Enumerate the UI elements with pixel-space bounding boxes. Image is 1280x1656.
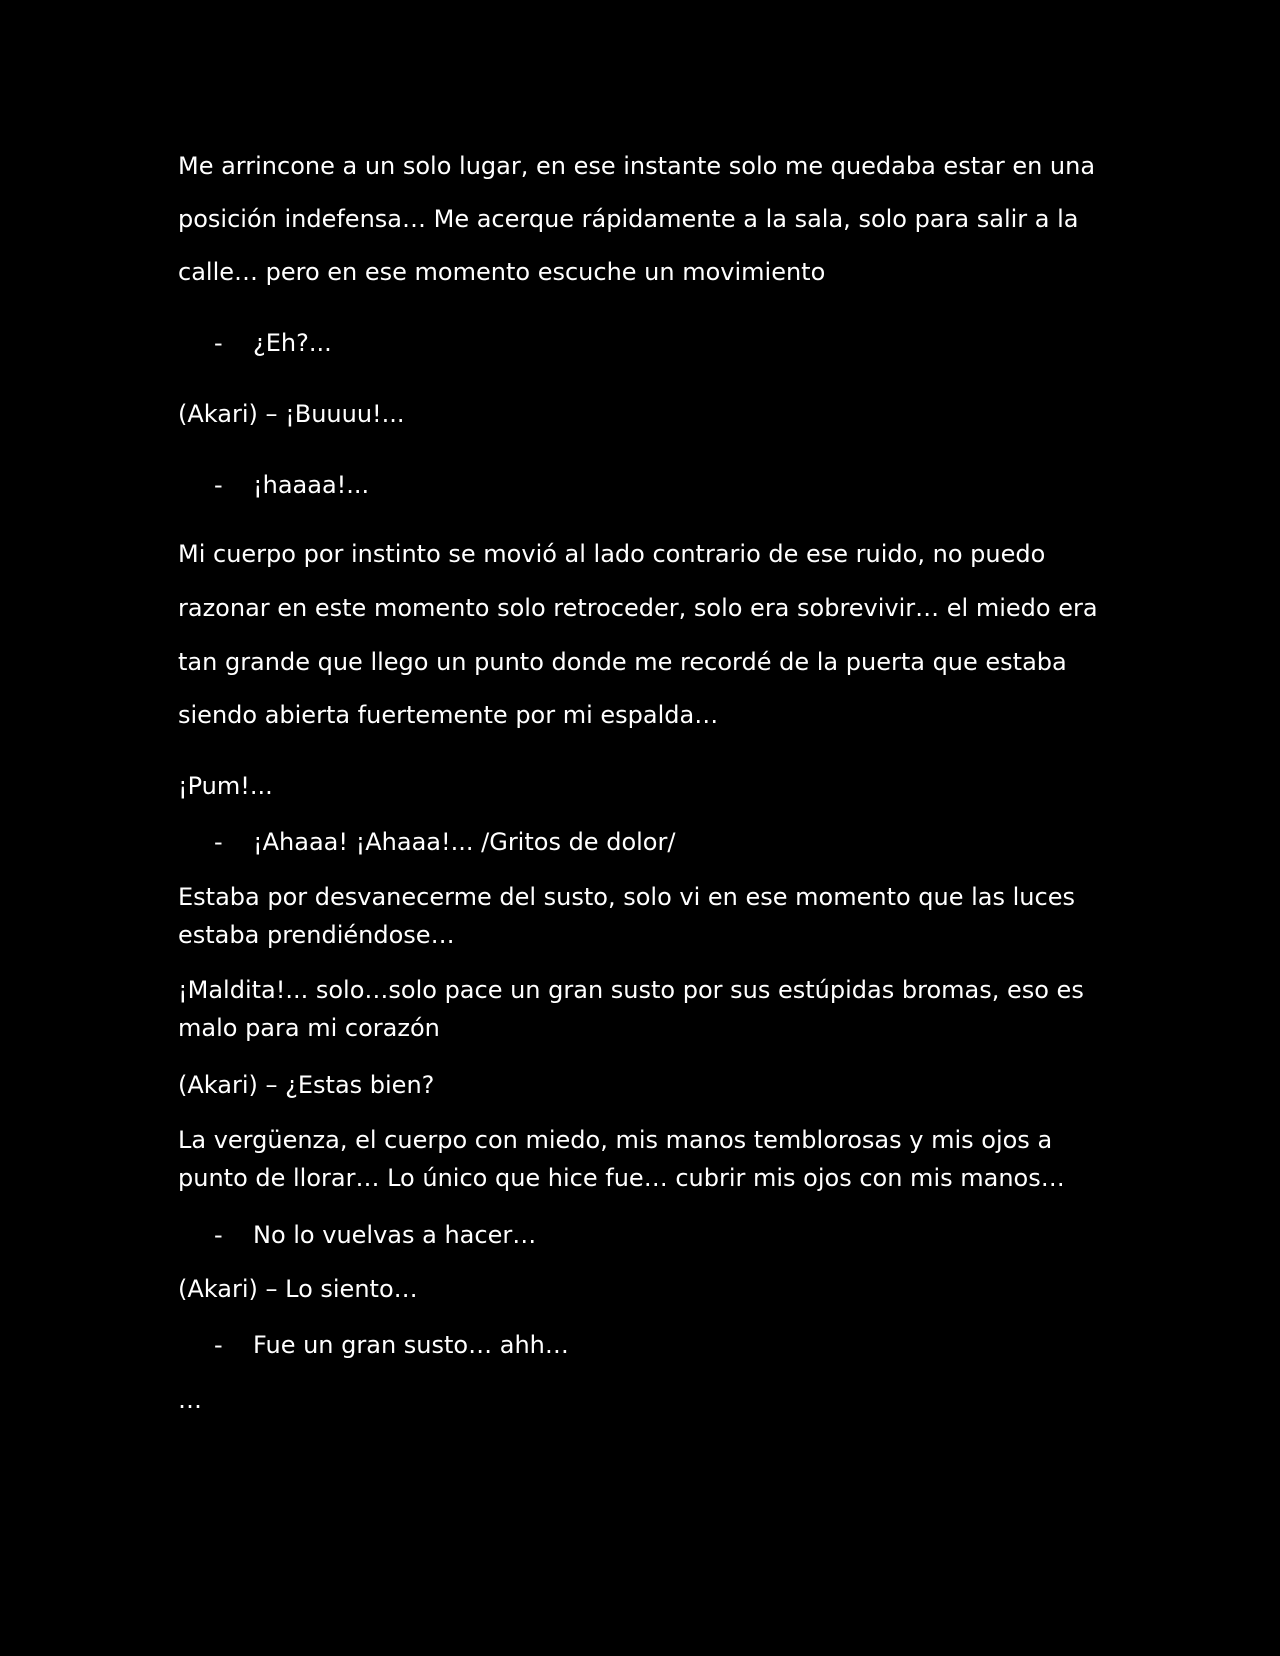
- paragraph-2-line-4: siendo abierta fuertemente por mi espalda…: [178, 701, 719, 729]
- dialogue-dash-1: -: [214, 329, 223, 357]
- paragraph-1-line-1: Me arrincone a un solo lugar, en ese instante solo me quedaba estar en una: [178, 152, 1096, 180]
- dialogue-dash-4: -: [214, 1221, 223, 1249]
- paragraph-2-line-3: tan grande que llego un punto donde me recordé de la puerta que estaba: [178, 648, 1067, 676]
- akari-line-1: (Akari) – ¡Buuuu!...: [178, 400, 405, 428]
- paragraph-4-line-1: ¡Maldita!... solo…solo pace un gran susto por sus estúpidas bromas, eso es: [178, 976, 1084, 1004]
- paragraph-1-line-2: posición indefensa… Me acerque rápidamente a la sala, solo para salir a la: [178, 205, 1079, 233]
- dialogue-line-3: ¡Ahaaa! ¡Ahaaa!... /Gritos de dolor/: [253, 828, 676, 856]
- sound-line-pum: ¡Pum!...: [178, 772, 273, 800]
- ending-ellipsis: …: [178, 1386, 202, 1414]
- paragraph-2-line-1: Mi cuerpo por instinto se movió al lado contrario de ese ruido, no puedo: [178, 540, 1046, 568]
- akari-line-3: (Akari) – Lo siento…: [178, 1275, 418, 1303]
- dialogue-line-4: No lo vuelvas a hacer…: [253, 1221, 537, 1249]
- akari-line-2: (Akari) – ¿Estas bien?: [178, 1071, 435, 1099]
- paragraph-3-line-2: estaba prendiéndose…: [178, 921, 455, 949]
- paragraph-3-line-1: Estaba por desvanecerme del susto, solo vi en ese momento que las luces: [178, 883, 1075, 911]
- paragraph-5-line-2: punto de llorar… Lo único que hice fue… cubrir mis ojos con mis manos…: [178, 1164, 1065, 1192]
- dialogue-dash-3: -: [214, 828, 223, 856]
- dialogue-line-5: Fue un gran susto… ahh…: [253, 1331, 569, 1359]
- dialogue-line-1: ¿Eh?...: [253, 329, 332, 357]
- paragraph-4-line-2: malo para mi corazón: [178, 1014, 440, 1042]
- paragraph-1-line-3: calle… pero en ese momento escuche un movimiento: [178, 258, 826, 286]
- dialogue-line-2: ¡haaaa!...: [253, 471, 370, 499]
- paragraph-2-line-2: razonar en este momento solo retroceder, solo era sobrevivir… el miedo era: [178, 594, 1098, 622]
- dialogue-dash-2: -: [214, 471, 223, 499]
- dialogue-dash-5: -: [214, 1331, 223, 1359]
- paragraph-5-line-1: La vergüenza, el cuerpo con miedo, mis manos temblorosas y mis ojos a: [178, 1126, 1053, 1154]
